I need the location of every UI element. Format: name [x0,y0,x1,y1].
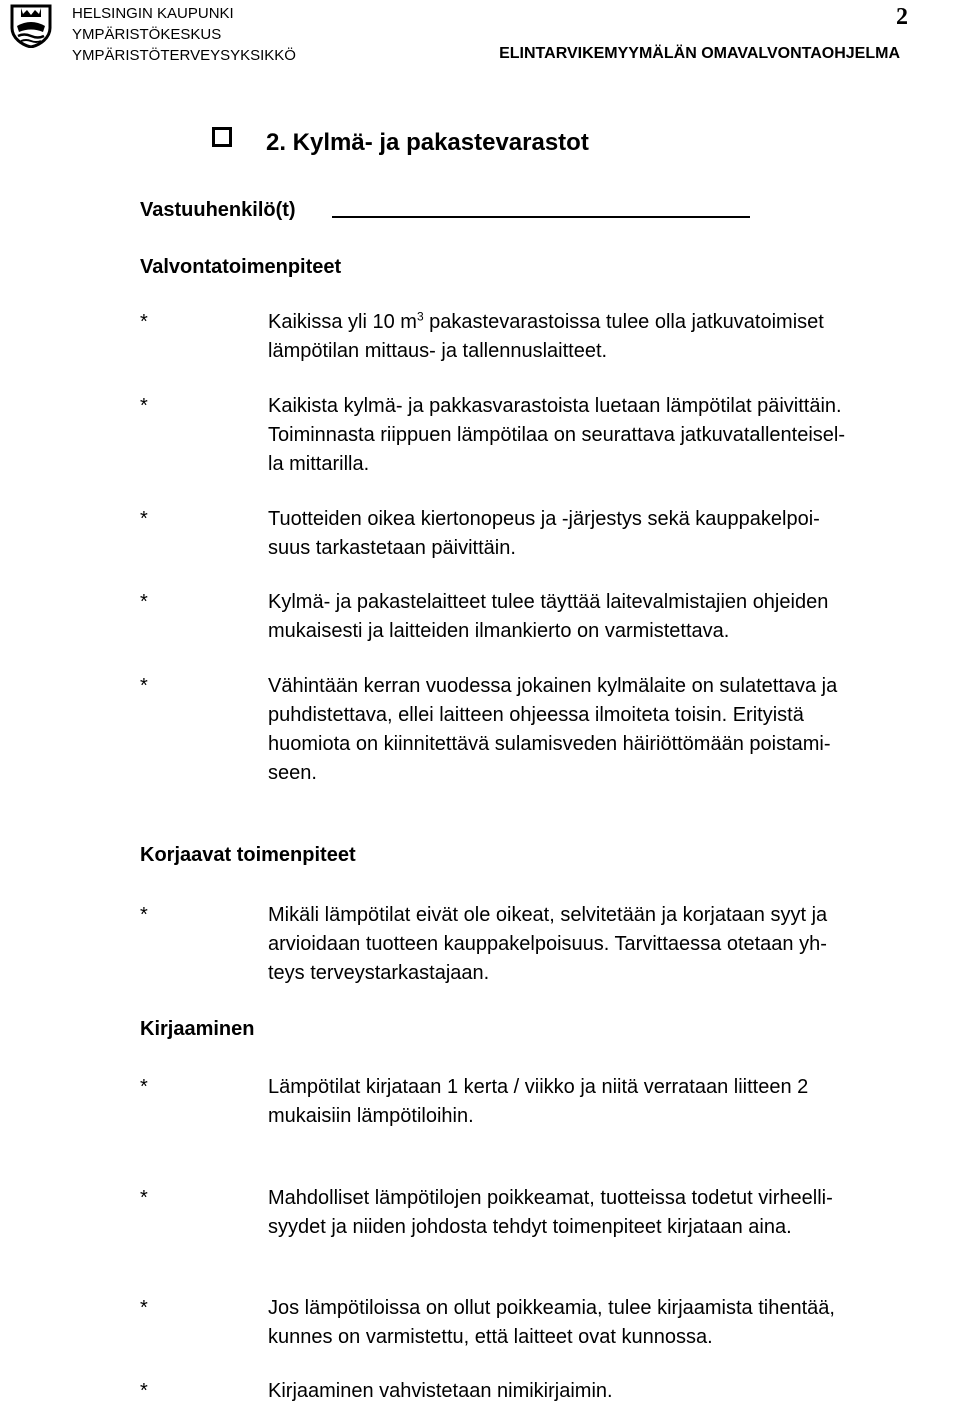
recording-item-3: Jos lämpötiloissa on ollut poikkeamia, tulee kirjaamista tihentää, kunnes on varmistettu, että laitteet ovat kunnossa. [268,1297,835,1348]
monitoring-item-3: Tuotteiden oikea kiertonopeus ja -järjestys sekä kauppakelpoi- suus tarkastetaan päivittäin. [268,508,820,559]
responsible-label: Vastuuhenkilö(t) [140,199,296,221]
recording-item-4: Kirjaaminen vahvistetaan nimikirjaimin. [268,1380,613,1402]
bullet-star: * [140,675,148,697]
recording-heading: Kirjaaminen [140,1018,255,1040]
bullet-star: * [140,1380,148,1402]
bullet-star: * [140,311,148,333]
corrective-item-1: Mikäli lämpötilat eivät ole oikeat, selvitetään ja korjataan syyt ja arvioidaan tuotteen kauppakelpoisuus. Tarvittaessa otetaan yh- teys terveystarkastajaan. [268,904,828,984]
bullet-star: * [140,904,148,926]
bullet-star: * [140,508,148,530]
page-number: 2 [896,4,908,30]
recording-item-2: Mahdolliset lämpötilojen poikkeamat, tuotteissa todetut virheelli- syydet ja niiden johdosta tehdyt toimenpiteet kirjataan aina. [268,1187,833,1238]
bullet-star: * [140,1297,148,1319]
city-crest-logo [10,2,52,48]
header-org-city: HELSINGIN KAUPUNKI [72,5,234,22]
bullet-star: * [140,395,148,417]
monitoring-heading: Valvontatoimenpiteet [140,256,342,278]
monitoring-item-1: Kaikissa yli 10 $m^3$ pakastevarastoissa tulee olla jatkuvatoimiset lämpötilan mittaus- ja tallennuslaitteet. [268,309,824,362]
header-org-center: YMPÄRISTÖKESKUS [72,26,222,43]
header-org-unit: YMPÄRISTÖTERVEYSYKSIKKÖ [72,47,296,64]
section-checkbox-icon[interactable] [212,127,232,147]
bullet-star: * [140,591,148,613]
section-title: 2. Kylmä- ja pakastevarastot [266,129,589,156]
responsible-signature-line[interactable] [332,216,750,218]
monitoring-item-5: Vähintään kerran vuodessa jokainen kylmälaite on sulatettava ja puhdistettava, ellei laitteen ohjeessa ilmoiteta toisin. Erityistä huomiota on kiinnitettävä sulamisveden häiriöttömään poistami- seen. [268,675,838,784]
monitoring-item-4: Kylmä- ja pakastelaitteet tulee täyttää laitevalmistajien ohjeiden mukaisesti ja laitteiden ilmankierto on varmistettava. [268,591,829,642]
monitoring-item-2: Kaikista kylmä- ja pakkasvarastoista luetaan lämpötilat päivittäin. Toiminnasta riippuen lämpötilaa on seurattava jatkuvatallenteisel- la mittarilla. [268,395,845,475]
bullet-star: * [140,1187,148,1209]
program-title: ELINTARVIKEMYYMÄLÄN OMAVALVONTAOHJELMA [499,45,900,62]
bullet-star: * [140,1076,148,1098]
corrective-heading: Korjaavat toimenpiteet [140,844,356,866]
recording-item-1: Lämpötilat kirjataan 1 kerta / viikko ja niitä verrataan liitteen 2 mukaisiin lämpötiloihin. [268,1076,809,1127]
